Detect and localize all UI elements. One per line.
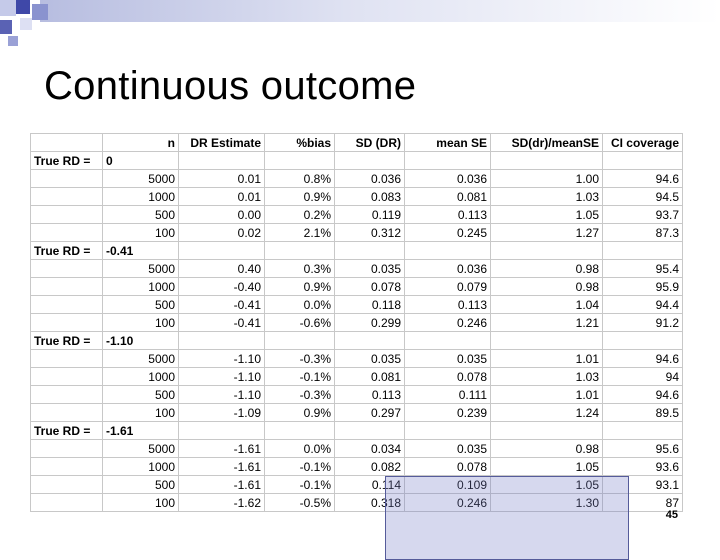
column-header (31, 134, 103, 152)
empty-cell (31, 278, 103, 296)
table-cell: 0.246 (405, 494, 491, 512)
table-cell: 0.118 (335, 296, 405, 314)
table-cell: 94.6 (603, 386, 683, 404)
table-cell: 1.05 (491, 458, 603, 476)
table-cell: -1.09 (179, 404, 265, 422)
table-cell: 0.114 (335, 476, 405, 494)
true-rd-value: -1.10 (103, 332, 179, 350)
table-row (31, 440, 683, 458)
empty-cell (491, 152, 603, 170)
empty-cell (179, 422, 265, 440)
table-cell: 1.00 (491, 170, 603, 188)
table-cell: -1.62 (179, 494, 265, 512)
table-cell: 0.239 (405, 404, 491, 422)
table-cell: 0.02 (179, 224, 265, 242)
column-header: SD(dr)/meanSE (491, 134, 603, 152)
table-cell: 0.111 (405, 386, 491, 404)
table-row (31, 404, 683, 422)
table-cell: 500 (103, 386, 179, 404)
empty-cell (31, 224, 103, 242)
table-row (31, 476, 683, 494)
column-header: mean SE (405, 134, 491, 152)
group-header-row (31, 242, 683, 260)
table-cell: 87.3 (603, 224, 683, 242)
table-header-row (31, 134, 683, 152)
results-table-container (30, 133, 682, 509)
table-row (31, 278, 683, 296)
table-cell: 0.035 (335, 350, 405, 368)
table-cell: 1.04 (491, 296, 603, 314)
table-cell: 0.00 (179, 206, 265, 224)
decor-square (0, 0, 16, 16)
empty-cell (335, 422, 405, 440)
table-cell: 0.079 (405, 278, 491, 296)
empty-cell (31, 296, 103, 314)
table-cell: 0.9% (265, 278, 335, 296)
table-cell: 0.2% (265, 206, 335, 224)
table-cell: 0.98 (491, 278, 603, 296)
empty-cell (335, 242, 405, 260)
true-rd-value: 0 (103, 152, 179, 170)
empty-cell (491, 422, 603, 440)
table-cell: 1.01 (491, 386, 603, 404)
header-gradient-bar (40, 0, 720, 22)
table-cell: 0.01 (179, 170, 265, 188)
table-cell: 0.081 (405, 188, 491, 206)
table-cell: 0.98 (491, 440, 603, 458)
table-cell: 0.245 (405, 224, 491, 242)
table-cell: 0.109 (405, 476, 491, 494)
table-row (31, 350, 683, 368)
table-cell: -1.10 (179, 386, 265, 404)
column-header: n (103, 134, 179, 152)
table-cell: 100 (103, 314, 179, 332)
table-cell: 0.299 (335, 314, 405, 332)
group-header-row (31, 422, 683, 440)
table-cell: 0.0% (265, 296, 335, 314)
table-cell: 100 (103, 404, 179, 422)
table-cell: 1000 (103, 188, 179, 206)
table-cell: 94 (603, 368, 683, 386)
true-rd-value: -0.41 (103, 242, 179, 260)
table-cell: -0.3% (265, 386, 335, 404)
true-rd-label: True RD = (31, 152, 103, 170)
page-number: 45 (665, 509, 678, 521)
empty-cell (265, 422, 335, 440)
table-cell: 0.036 (405, 170, 491, 188)
table-cell: 5000 (103, 440, 179, 458)
column-header: %bias (265, 134, 335, 152)
decor-square (20, 18, 32, 30)
empty-cell (491, 332, 603, 350)
table-cell: -1.61 (179, 440, 265, 458)
table-cell: 500 (103, 206, 179, 224)
table-cell: 95.6 (603, 440, 683, 458)
group-header-row (31, 152, 683, 170)
table-cell: 500 (103, 476, 179, 494)
table-row (31, 368, 683, 386)
column-header: CI coverage (603, 134, 683, 152)
table-cell: 0.297 (335, 404, 405, 422)
table-cell: 1.05 (491, 206, 603, 224)
table-cell: 0.113 (405, 206, 491, 224)
decor-square (0, 20, 12, 34)
table-cell: 94.5 (603, 188, 683, 206)
table-cell: 0.081 (335, 368, 405, 386)
empty-cell (335, 152, 405, 170)
table-cell: -0.5% (265, 494, 335, 512)
slide-decoration (0, 0, 720, 48)
table-cell: -1.10 (179, 368, 265, 386)
table-cell: 0.9% (265, 188, 335, 206)
table-row (31, 188, 683, 206)
table-cell: 1000 (103, 458, 179, 476)
empty-cell (603, 242, 683, 260)
table-cell: 100 (103, 494, 179, 512)
table-row (31, 458, 683, 476)
table-cell: 0.082 (335, 458, 405, 476)
empty-cell (31, 458, 103, 476)
empty-cell (31, 206, 103, 224)
table-cell: 0.40 (179, 260, 265, 278)
empty-cell (31, 476, 103, 494)
empty-cell (265, 242, 335, 260)
table-cell: 5000 (103, 260, 179, 278)
empty-cell (31, 440, 103, 458)
table-cell: -1.61 (179, 476, 265, 494)
empty-cell (405, 422, 491, 440)
table-row (31, 170, 683, 188)
table-cell: 89.5 (603, 404, 683, 422)
table-row (31, 296, 683, 314)
table-cell: -1.61 (179, 458, 265, 476)
empty-cell (265, 332, 335, 350)
table-row (31, 260, 683, 278)
empty-cell (603, 422, 683, 440)
table-cell: 0.0% (265, 440, 335, 458)
true-rd-label: True RD = (31, 332, 103, 350)
table-cell: 1.05 (491, 476, 603, 494)
empty-cell (31, 494, 103, 512)
decor-square (32, 4, 48, 20)
slide-title: Continuous outcome (44, 64, 417, 108)
empty-cell (31, 188, 103, 206)
column-header: SD (DR) (335, 134, 405, 152)
table-cell: -1.10 (179, 350, 265, 368)
table-cell: 0.078 (405, 368, 491, 386)
table-cell: 5000 (103, 350, 179, 368)
table-cell: 0.078 (335, 278, 405, 296)
empty-cell (603, 152, 683, 170)
table-cell: -0.6% (265, 314, 335, 332)
table-cell: 1.21 (491, 314, 603, 332)
table-cell: 94.6 (603, 170, 683, 188)
table-cell: -0.40 (179, 278, 265, 296)
table-cell: 93.1 (603, 476, 683, 494)
table-row (31, 494, 683, 512)
empty-cell (179, 152, 265, 170)
table-cell: -0.1% (265, 476, 335, 494)
table-cell: 0.98 (491, 260, 603, 278)
empty-cell (31, 404, 103, 422)
table-row (31, 386, 683, 404)
table-cell: 87 (603, 494, 683, 512)
empty-cell (179, 332, 265, 350)
table-cell: 1.01 (491, 350, 603, 368)
table-cell: 0.01 (179, 188, 265, 206)
empty-cell (31, 350, 103, 368)
table-cell: 0.034 (335, 440, 405, 458)
table-cell: 95.4 (603, 260, 683, 278)
table-row (31, 224, 683, 242)
table-cell: 93.6 (603, 458, 683, 476)
empty-cell (179, 242, 265, 260)
results-table (30, 133, 683, 512)
table-cell: 500 (103, 296, 179, 314)
table-cell: 5000 (103, 170, 179, 188)
table-cell: 1.03 (491, 188, 603, 206)
table-cell: 0.035 (405, 440, 491, 458)
table-row (31, 206, 683, 224)
table-cell: 1.30 (491, 494, 603, 512)
table-cell: -0.1% (265, 458, 335, 476)
table-cell: -0.3% (265, 350, 335, 368)
empty-cell (31, 368, 103, 386)
table-cell: 95.9 (603, 278, 683, 296)
decor-square (8, 36, 18, 46)
true-rd-label: True RD = (31, 422, 103, 440)
empty-cell (31, 386, 103, 404)
table-cell: -0.1% (265, 368, 335, 386)
table-cell: 0.035 (405, 350, 491, 368)
table-cell: 0.8% (265, 170, 335, 188)
empty-cell (405, 242, 491, 260)
table-cell: 2.1% (265, 224, 335, 242)
true-rd-value: -1.61 (103, 422, 179, 440)
table-cell: 94.4 (603, 296, 683, 314)
empty-cell (405, 332, 491, 350)
table-cell: 0.036 (335, 170, 405, 188)
table-cell: 0.113 (335, 386, 405, 404)
true-rd-label: True RD = (31, 242, 103, 260)
table-row (31, 314, 683, 332)
table-cell: 1000 (103, 368, 179, 386)
table-cell: 0.246 (405, 314, 491, 332)
empty-cell (335, 332, 405, 350)
group-header-row (31, 332, 683, 350)
table-cell: 0.119 (335, 206, 405, 224)
decor-square (16, 0, 30, 14)
table-cell: 1.03 (491, 368, 603, 386)
table-cell: 0.9% (265, 404, 335, 422)
table-cell: 1.27 (491, 224, 603, 242)
table-cell: -0.41 (179, 314, 265, 332)
table-cell: 0.083 (335, 188, 405, 206)
table-cell: 94.6 (603, 350, 683, 368)
empty-cell (603, 332, 683, 350)
empty-cell (31, 170, 103, 188)
table-cell: 100 (103, 224, 179, 242)
empty-cell (405, 152, 491, 170)
table-cell: 0.036 (405, 260, 491, 278)
table-cell: 0.3% (265, 260, 335, 278)
table-cell: 91.2 (603, 314, 683, 332)
empty-cell (31, 260, 103, 278)
table-cell: 1000 (103, 278, 179, 296)
empty-cell (491, 242, 603, 260)
table-cell: 0.318 (335, 494, 405, 512)
empty-cell (265, 152, 335, 170)
table-cell: 1.24 (491, 404, 603, 422)
table-cell: -0.41 (179, 296, 265, 314)
empty-cell (31, 314, 103, 332)
table-cell: 93.7 (603, 206, 683, 224)
table-cell: 0.113 (405, 296, 491, 314)
table-cell: 0.078 (405, 458, 491, 476)
table-cell: 0.035 (335, 260, 405, 278)
column-header: DR Estimate (179, 134, 265, 152)
table-cell: 0.312 (335, 224, 405, 242)
